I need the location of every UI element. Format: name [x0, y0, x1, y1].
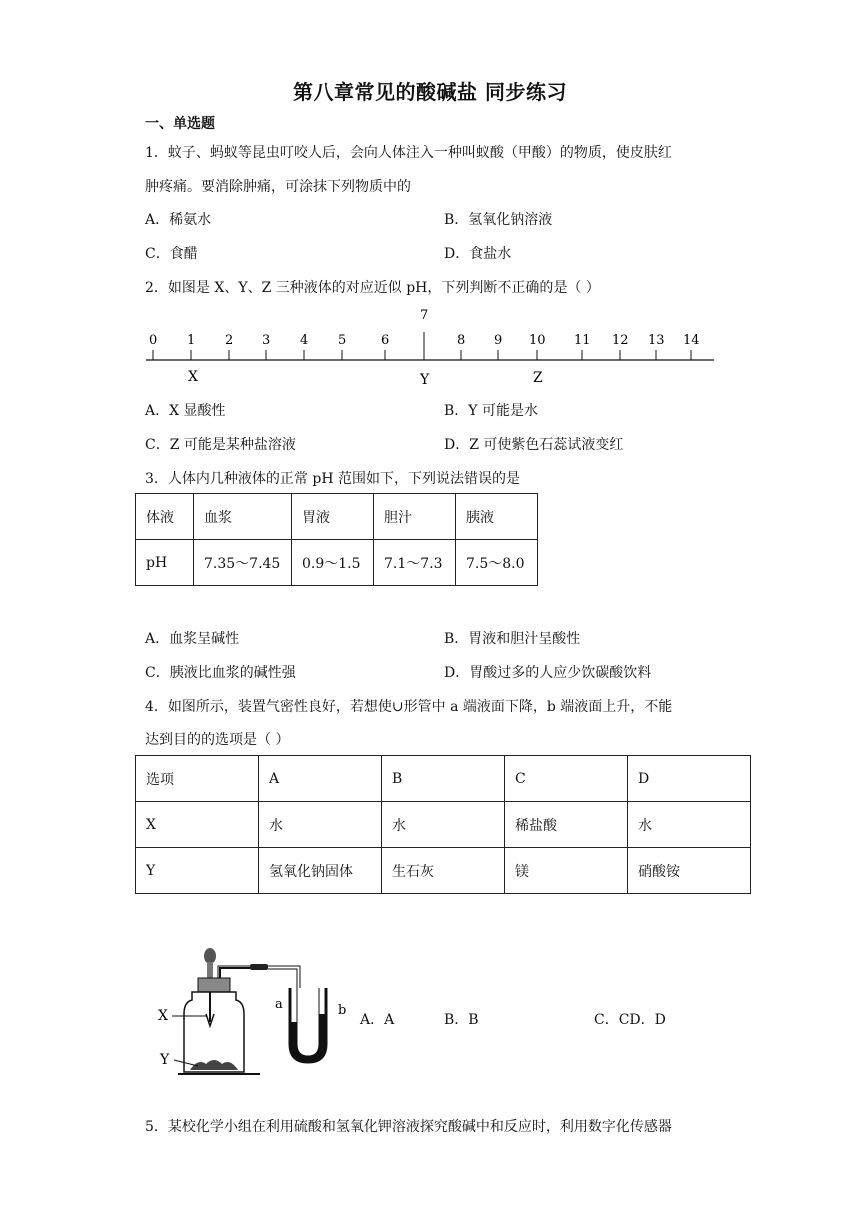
q4-stem-line1: 4．如图所示，装置气密性良好，若想使∪形管中 a 端液面下降，b 端液面上升，不能	[145, 699, 673, 715]
q2-option-c: C．Z 可能是某种盐溶液	[145, 437, 296, 453]
ph-tick-label: 2	[225, 333, 234, 348]
ph-tick-label: 6	[381, 333, 390, 348]
table-cell: D	[628, 756, 751, 802]
ph-label-z: Z	[533, 370, 543, 386]
ph-range-table	[135, 493, 538, 586]
table-row	[136, 756, 751, 802]
q4-answer-b: B．B	[444, 1012, 479, 1028]
ph-label-x: X	[188, 369, 198, 385]
table-cell: 胆汁	[374, 494, 456, 540]
ph-tick-label: 9	[494, 333, 503, 348]
q1-option-d: D．食盐水	[444, 246, 512, 262]
table-cell: 7.35～7.45	[194, 540, 292, 586]
table-cell: 7.1～7.3	[374, 540, 456, 586]
table-cell: 水	[382, 802, 505, 848]
table-cell: X	[136, 802, 259, 848]
table-cell: 水	[259, 802, 382, 848]
label-x: X	[158, 1008, 168, 1024]
q2-stem: 2．如图是 X、Y、Z 三种液体的对应近似 pH，下列判断不正确的是（ ）	[145, 280, 600, 296]
q4-answer-cd: C．CD．D	[594, 1012, 666, 1028]
q1-stem-line1: 1．蚊子、蚂蚁等昆虫叮咬人后，会向人体注入一种叫蚁酸（甲酸）的物质，使皮肤红	[145, 145, 672, 161]
table-cell: 硝酸铵	[628, 848, 751, 894]
apparatus-figure	[150, 944, 360, 1080]
options-table	[135, 755, 751, 894]
table-cell: 0.9～1.5	[292, 540, 374, 586]
q1-option-a: A．稀氨水	[145, 212, 212, 228]
ph-tick-label: 7	[420, 308, 429, 323]
q1-stem-line2: 肿疼痛。要消除肿痛，可涂抹下列物质中的	[145, 179, 411, 195]
table-cell: 7.5～8.0	[456, 540, 538, 586]
table-cell: A	[259, 756, 382, 802]
table-cell: 水	[628, 802, 751, 848]
ph-tick-label: 14	[683, 333, 700, 348]
label-y: Y	[160, 1052, 170, 1068]
ph-label-y: Y	[420, 372, 430, 388]
ph-tick-label: 1	[187, 333, 196, 348]
dropper-bulb-icon	[204, 948, 216, 964]
label-a: a	[275, 997, 283, 1012]
label-b: b	[338, 1003, 347, 1018]
ph-scale-figure	[140, 300, 720, 392]
table-cell: 胃液	[292, 494, 374, 540]
table-cell: 镁	[505, 848, 628, 894]
table-row	[136, 848, 751, 894]
table-cell: B	[382, 756, 505, 802]
q3-stem: 3．人体内几种液体的正常 pH 范围如下，下列说法错误的是	[145, 471, 520, 487]
table-cell: 氢氧化钠固体	[259, 848, 382, 894]
ph-tick-label: 5	[338, 333, 347, 348]
q5-stem-line1: 5．某校化学小组在利用硫酸和氢氧化钾溶液探究酸碱中和反应时，利用数字化传感器	[145, 1119, 672, 1135]
q4-answer-a: A．A	[360, 1012, 395, 1028]
q2-option-d: D．Z 可使紫色石蕊试液变红	[444, 437, 624, 453]
q3-option-d: D．胃酸过多的人应少饮碳酸饮料	[444, 665, 652, 681]
table-cell: 稀盐酸	[505, 802, 628, 848]
table-cell: 血浆	[194, 494, 292, 540]
ph-tick-label: 0	[149, 333, 158, 348]
page-title: 第八章常见的酸碱盐 同步练习	[293, 80, 567, 104]
section-heading: 一、单选题	[145, 116, 215, 132]
solid-y	[190, 1060, 238, 1070]
table-cell: pH	[136, 540, 194, 586]
ph-tick-label: 13	[648, 333, 665, 348]
table-cell: 体液	[136, 494, 194, 540]
ph-tick-label: 10	[529, 333, 546, 348]
stopper	[198, 978, 230, 992]
q4-stem-line2: 达到目的的选项是（ ）	[145, 732, 290, 748]
q1-option-c: C．食醋	[145, 246, 198, 262]
ph-tick-label: 11	[574, 333, 591, 348]
table-row	[136, 802, 751, 848]
table-cell: 生石灰	[382, 848, 505, 894]
rubber-connector	[250, 964, 268, 970]
table-cell: 选项	[136, 756, 259, 802]
q3-option-b: B．胃液和胆汁呈酸性	[444, 631, 581, 647]
q3-option-a: A．血浆呈碱性	[145, 631, 240, 647]
ph-tick-label: 8	[457, 333, 466, 348]
q1-option-b: B．氢氧化钠溶液	[444, 212, 553, 228]
ph-tick-label: 12	[612, 333, 629, 348]
table-row	[136, 540, 538, 586]
q2-option-a: A．X 显酸性	[145, 403, 226, 419]
table-row	[136, 494, 538, 540]
table-cell: Y	[136, 848, 259, 894]
q2-option-b: B．Y 可能是水	[444, 403, 538, 419]
ph-tick-label: 4	[300, 333, 309, 348]
q3-option-c: C．胰液比血浆的碱性强	[145, 665, 296, 681]
table-cell: 胰液	[456, 494, 538, 540]
table-cell: C	[505, 756, 628, 802]
ph-tick-label: 3	[262, 333, 271, 348]
